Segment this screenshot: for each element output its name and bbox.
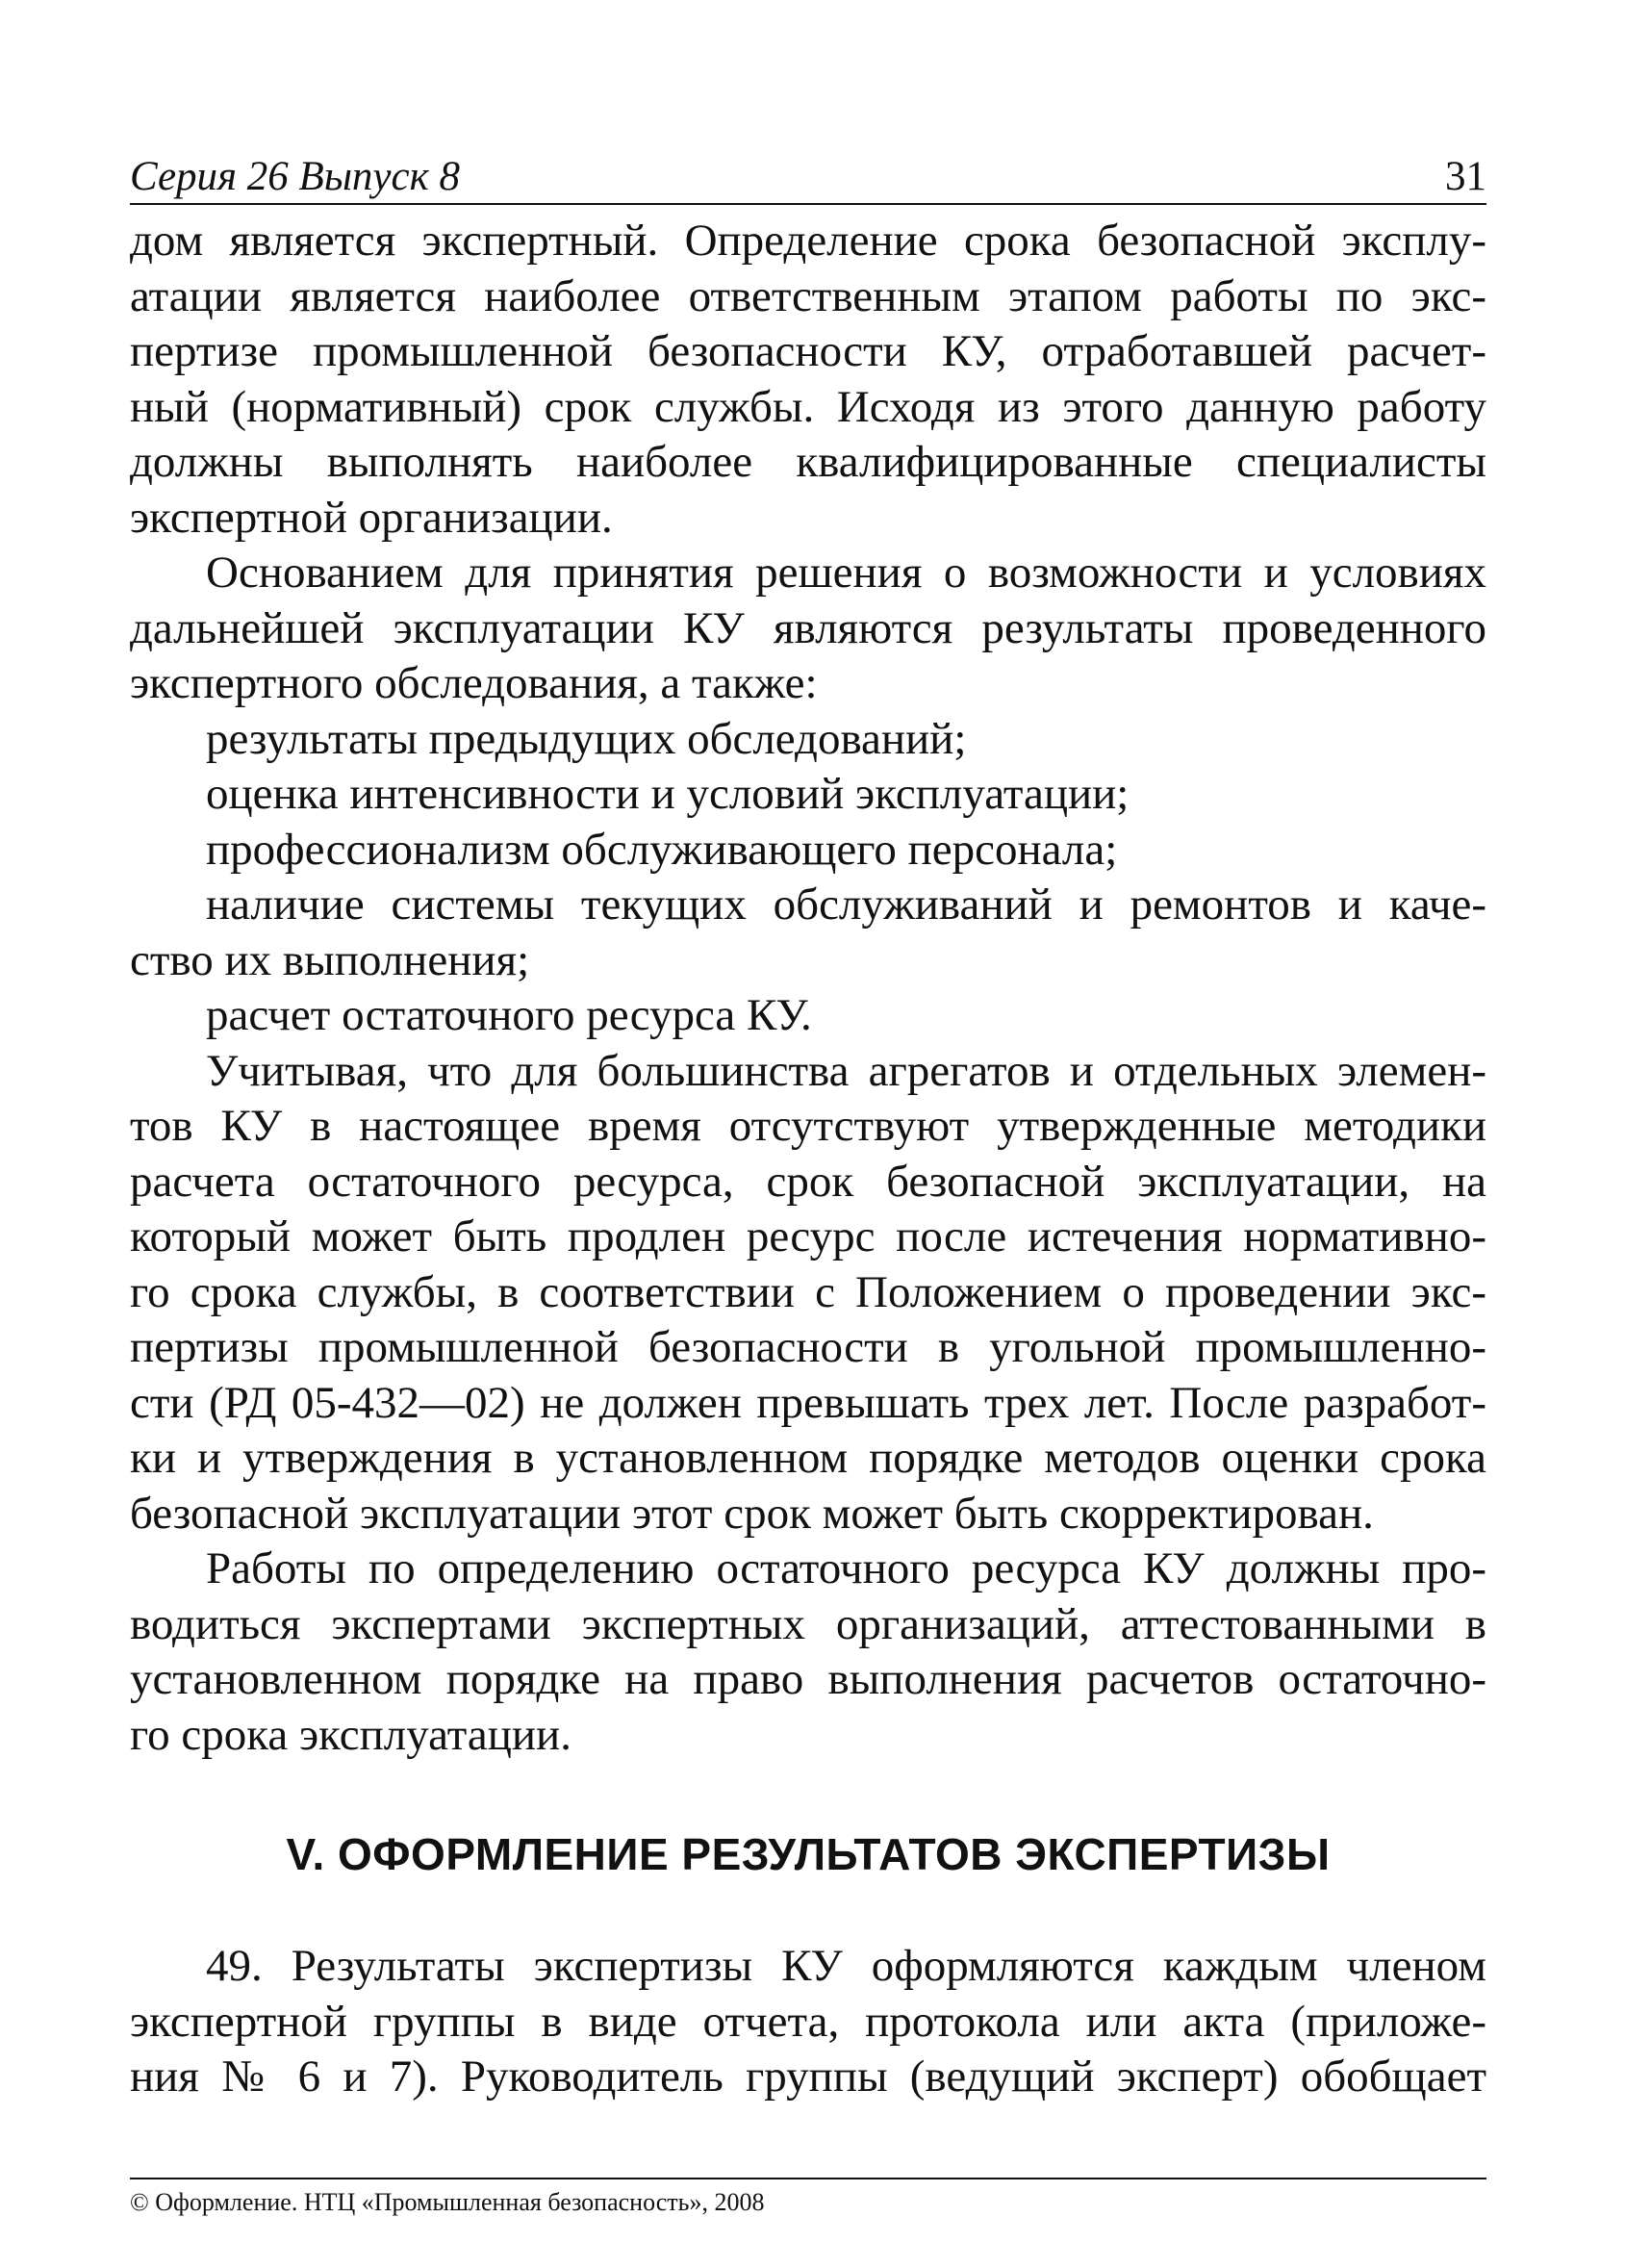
text-line: экспертного обследования, а также: [130, 658, 818, 708]
section-text [130, 1939, 1486, 2105]
list-item [130, 823, 1486, 879]
list-item [130, 712, 1486, 768]
text-line: наличие системы текущих обслуживаний и ремонтов и каче- [206, 879, 1486, 930]
text-line: пертизе промышленной безопасности КУ, отработавшей расчет- [130, 326, 1486, 376]
paragraph [130, 1044, 1486, 1542]
text-line: Основанием для принятия решения о возможности и условиях [206, 548, 1486, 598]
text-line: ния № 6 и 7). Руководитель группы (ведущий эксперт) обобщает [130, 2051, 1486, 2102]
text-line: дальнейшей эксплуатации КУ являются результаты проведенного [130, 602, 1486, 653]
text-line: ки и утверждения в установленном порядке методов оценки срока [130, 1433, 1486, 1483]
text-line: ство их выполнения; [130, 934, 530, 985]
section-heading: V. ОФОРМЛЕНИЕ РЕЗУЛЬТАТОВ ЭКСПЕРТИЗЫ [286, 1829, 1331, 1879]
text-line: оценка интенсивности и условий эксплуатации; [206, 769, 1130, 819]
text-line: профессионализм обслуживающего персонала; [206, 824, 1118, 875]
text-line: должны выполнять наиболее квалифицированные специалисты [130, 437, 1486, 487]
text-line: экспертной организации. [130, 492, 613, 543]
text-line: пертизы промышленной безопасности в угольной промышленно- [130, 1322, 1486, 1372]
text-line: безопасной эксплуатации этот срок может быть скорректирован. [130, 1488, 1374, 1539]
page-number: 31 [1445, 154, 1486, 199]
text-line: ный (нормативный) срок службы. Исходя из этого данную работу [130, 381, 1486, 432]
text-line: дом является экспертный. Определение срока безопасной эксплу- [130, 216, 1486, 266]
text-line: 49. Результаты экспертизы КУ оформляются каждым членом [206, 1941, 1486, 1991]
footer-rule [130, 2178, 1486, 2179]
text-line: го срока службы, в соответствии с Положением о проведении экс- [130, 1266, 1486, 1317]
text-line: расчет остаточного ресурса КУ. [206, 990, 812, 1040]
list-item [130, 988, 1486, 1044]
paragraph [130, 1542, 1486, 1763]
text-line: установленном порядке на право выполнения расчетов остаточно- [130, 1654, 1486, 1704]
list-item [130, 878, 1486, 988]
main-text [130, 214, 1486, 1763]
text-line: который может быть продлен ресурс после истечения нормативно- [130, 1211, 1486, 1261]
paragraph [130, 1939, 1486, 2105]
text-line: атации является наиболее ответственным этапом работы по экс- [130, 270, 1486, 321]
footer-copyright: © Оформление. НТЦ «Промышленная безопасность», 2008 [130, 2188, 765, 2216]
text-line: Работы по определению остаточного ресурса КУ должны про- [206, 1543, 1486, 1593]
paragraph [130, 214, 1486, 546]
list-item [130, 767, 1486, 823]
text-line: водиться экспертами экспертных организаций, аттестованными в [130, 1598, 1486, 1649]
paragraph [130, 546, 1486, 712]
text-line: Учитывая, что для большинства агрегатов и отдельных элемен- [206, 1045, 1486, 1096]
running-head [130, 152, 1486, 208]
header-rule [130, 203, 1486, 205]
text-line: расчета остаточного ресурса, срок безопасной эксплуатации, на [130, 1156, 1486, 1207]
text-line: результаты предыдущих обследований; [206, 713, 967, 764]
text-line: экспертной группы в виде отчета, протокола или акта (приложе- [130, 1996, 1486, 2047]
series-title: Серия 26 Выпуск 8 [130, 154, 460, 199]
text-line: го срока эксплуатации. [130, 1709, 571, 1760]
text-line: сти (РД 05-432—02) не должен превышать трех лет. После разработ- [130, 1377, 1486, 1428]
text-line: тов КУ в настоящее время отсутствуют утвержденные методики [130, 1101, 1486, 1151]
